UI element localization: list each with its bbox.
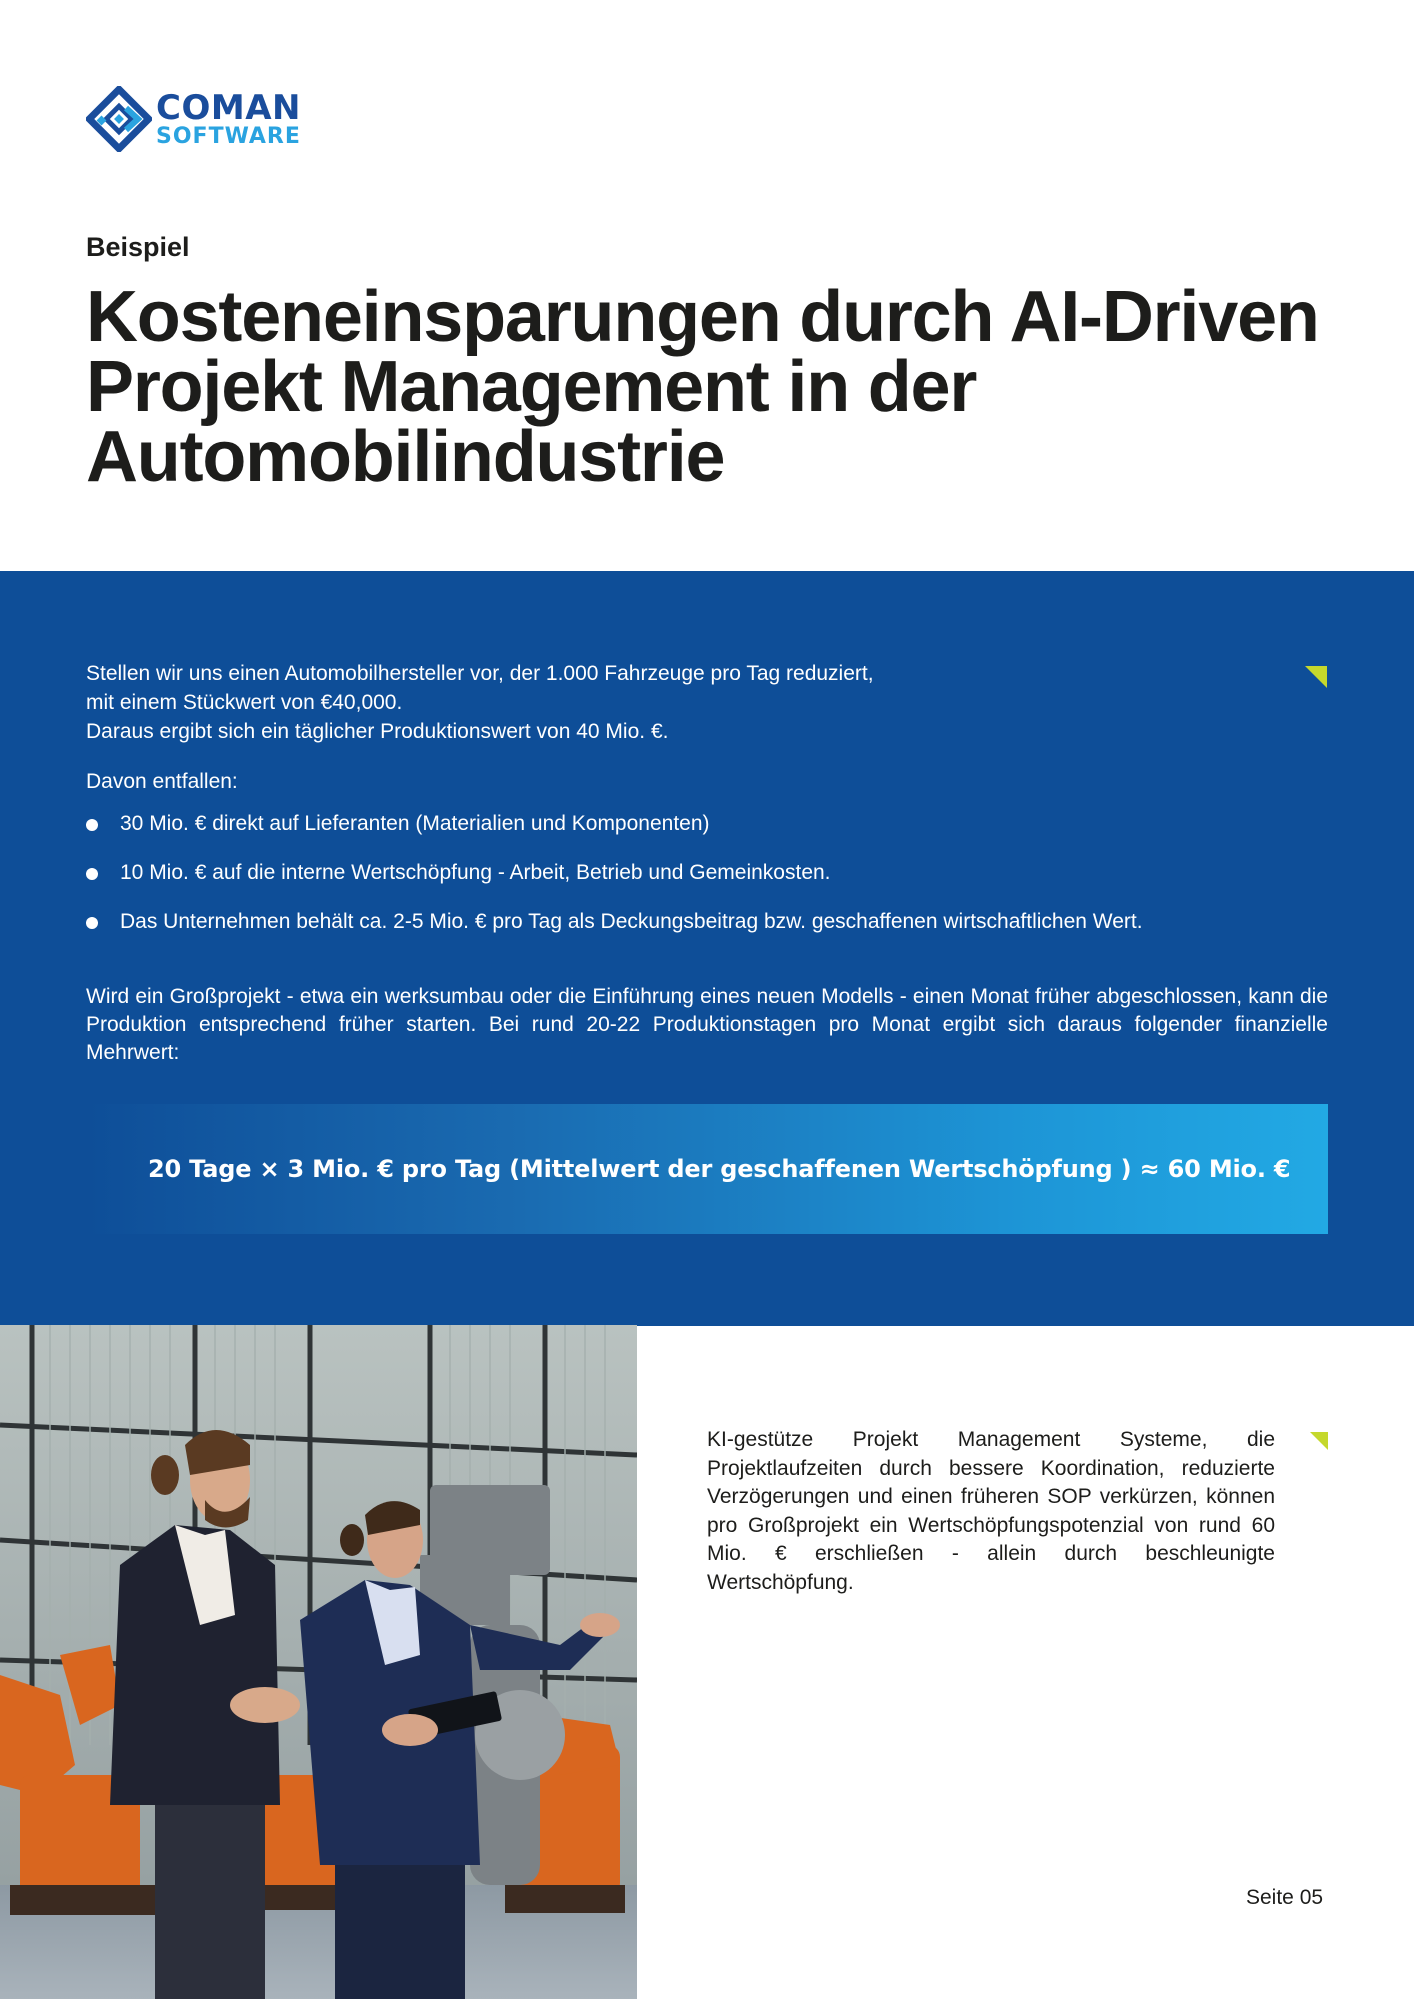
bullet-icon: [86, 868, 98, 880]
bullet-icon: [86, 819, 98, 831]
logo-wordmark-coman: COMAN: [156, 87, 301, 128]
section-eyebrow: Beispiel: [86, 232, 190, 262]
factory-photo-illustration: [0, 1325, 637, 1999]
scenario-paragraph: Wird ein Großprojekt - etwa ein werksumbau oder die Einführung eines neuen Modells - einen Monat früher abgeschlossen, kann die Produktion entsprechend früher starten. Bei rund 20-22 Produktionstagen pro Monat ergibt sich daraus folgender finanzielle Mehrwert:: [86, 985, 1328, 1064]
logo-wordmark-software: SOFTWARE: [156, 123, 301, 149]
company-logo: [86, 86, 346, 152]
list-item: [86, 858, 1143, 907]
list-item: [86, 809, 1143, 858]
list-item-text: 30 Mio. € direkt auf Lieferanten (Materialien und Komponenten): [120, 812, 710, 835]
list-intro: Davon entfallen:: [86, 770, 238, 793]
bullet-icon: [86, 917, 98, 929]
page-number: Seite 05: [1246, 1886, 1324, 1909]
example-calculation-band: [0, 571, 1414, 1326]
intro-line: mit einem Stückwert von €40,000.: [86, 691, 403, 714]
list-item-text: Das Unternehmen behält ca. 2-5 Mio. € pro Tag als Deckungsbeitrag bzw. geschaffenen wirtschaftlichen Wert.: [120, 910, 1143, 933]
coman-logo-icon: [86, 86, 152, 152]
formula-text: 20 Tage × 3 Mio. € pro Tag (Mittelwert der geschaffenen Wertschöpfung ) ≈ 60 Mio. €: [148, 1155, 1291, 1183]
formula-callout: [85, 1104, 1328, 1234]
corner-accent-icon: [1305, 664, 1329, 693]
list-item-text: 10 Mio. € auf die interne Wertschöpfung - Arbeit, Betrieb und Gemeinkosten.: [120, 861, 831, 884]
corner-accent-icon: [1310, 1432, 1330, 1457]
page-title: Kosteneinsparungen durch AI-Driven Projekt Management in der Automobilindustrie: [86, 277, 1319, 497]
cost-breakdown-list: [86, 809, 1143, 956]
summary-text: KI-gestütze Projekt Management Systeme, die Projektlaufzeiten durch bessere Koordination, reduzierte Verzögerungen und einen früheren SOP verkürzen, können pro Großprojekt ein Wertschöpfungspotenzial von rund 60 Mio. € erschließen - allein durch beschleunigte Wertschöpfung.: [707, 1428, 1275, 1594]
intro-text: [86, 659, 874, 746]
list-item: [86, 907, 1143, 956]
intro-line: Stellen wir uns einen Automobilhersteller vor, der 1.000 Fahrzeuge pro Tag reduziert,: [86, 662, 874, 685]
factory-photo: [0, 1325, 637, 1999]
intro-line: Daraus ergibt sich ein täglicher Produktionswert von 40 Mio. €.: [86, 720, 669, 743]
